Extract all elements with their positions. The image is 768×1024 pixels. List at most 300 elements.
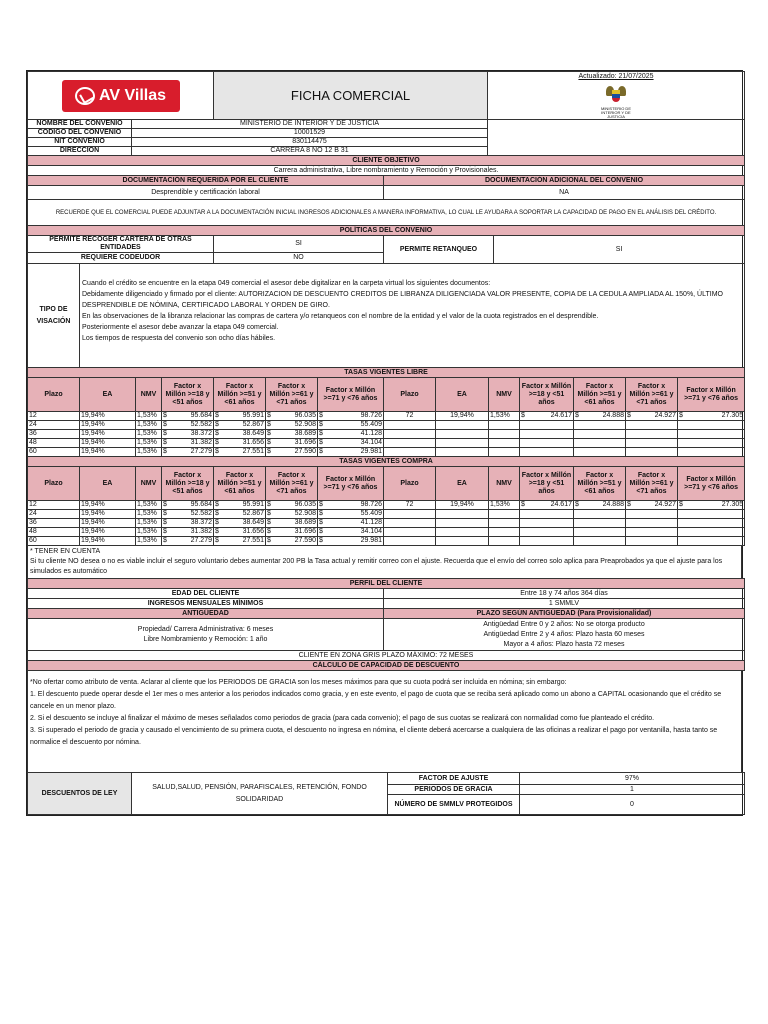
rate-factor-cell <box>318 501 384 510</box>
rate-term-cell: 48 <box>28 528 80 537</box>
col-header: Factor x Millón >=18 y <51 años <box>162 467 214 501</box>
additional-docs-title: DOCUMENTACIÓN ADICIONAL DEL CONVENIO <box>384 176 745 186</box>
col-header: Factor x Millón >=61 y <71 años <box>626 378 678 412</box>
visacion-line: Posteriormente el asesor debe avanzar la etapa 049 comercial. <box>82 324 279 331</box>
factor-label: FACTOR DE AJUSTE <box>388 773 520 785</box>
empty-cell <box>436 519 489 528</box>
col-header: Factor x Millón >=71 y <76 años <box>678 378 745 412</box>
rate-factor-cell <box>318 421 384 430</box>
rate-nmv-cell: 1,53% <box>136 510 162 519</box>
rate-factor-value: 38.689 <box>294 430 316 437</box>
rates-buy-header <box>28 467 745 501</box>
rate-factor-cell <box>574 412 626 421</box>
currency-symbol: $ <box>163 519 167 526</box>
empty-cell <box>384 528 436 537</box>
rate-factor-value: 95.684 <box>190 412 212 419</box>
empty-cell <box>520 528 574 537</box>
currency-symbol: $ <box>627 501 631 508</box>
capacity-text <box>28 671 742 773</box>
empty-cell <box>384 439 436 448</box>
col-header: Factor x Millón >=71 y <76 años <box>318 378 384 412</box>
rate-factor-value: 41.128 <box>360 519 382 526</box>
currency-symbol: $ <box>319 519 323 526</box>
term-line: Antigüedad Entre 2 y 4 años: Plazo hasta 60 meses <box>483 630 645 638</box>
rate-factor-cell <box>214 439 266 448</box>
seal-cell <box>488 72 745 120</box>
logo-cell <box>28 72 214 120</box>
page-title: FICHA COMERCIAL <box>214 72 488 120</box>
deductions-label: DESCUENTOS DE LEY <box>28 773 132 815</box>
rate-nmv-cell: 1,53% <box>136 430 162 439</box>
currency-symbol: $ <box>163 510 167 517</box>
empty-cell <box>626 528 678 537</box>
currency-symbol: $ <box>215 421 219 428</box>
capacity-line: 1. El descuento puede operar desde el 1er mes o mes anterior a los periodos indicados como gracia, y en este evento, el pago de cuota que se reciba será aplicado como un abono a CAPITAL ocasionando que el crédito se cancele en un menor plazo. <box>30 691 722 710</box>
factor-value: 97% <box>520 773 745 785</box>
rate-nmv-cell: 1,53% <box>136 537 162 546</box>
rate-ea-cell: 19,94% <box>80 412 136 421</box>
required-docs-value: Desprendible y certificación laboral <box>28 186 384 200</box>
currency-symbol: $ <box>215 412 219 419</box>
currency-symbol: $ <box>163 421 167 428</box>
empty-cell <box>678 528 745 537</box>
rate-ea-cell: 19,94% <box>436 501 489 510</box>
rate-nmv-cell: 1,53% <box>136 528 162 537</box>
visacion-line: Debidamente diligenciado y firmado por el cliente: AUTORIZACION DE DESCUENTO CREDITOS DE LIBRANZA DILIGENCIADA VALOR PRESENTE, COPIA DE LA CEDULA AMPLIADA AL 150%, ÚLTIMO DESPRENDIBLE DE NÓMINA, CERTIFICADO LABORAL Y ORDEN DE GIRO. <box>82 291 723 309</box>
currency-symbol: $ <box>319 412 323 419</box>
rate-ea-cell: 19,94% <box>436 412 489 421</box>
rate-row <box>28 439 745 448</box>
empty-cell <box>489 519 520 528</box>
empty-cell <box>489 439 520 448</box>
deductions-items: SALUD,SALUD, PENSIÓN, PARAFISCALES, RETENCIÓN, FONDO SOLIDARIDAD <box>132 773 388 815</box>
policies-title: POLÍTICAS DEL CONVENIO <box>28 226 745 236</box>
header-table <box>27 71 745 120</box>
av-villas-check-icon <box>75 87 95 105</box>
grace-value: 1 <box>520 785 745 795</box>
profile-title: PERFIL DEL CLIENTE <box>28 579 745 589</box>
empty-cell <box>626 519 678 528</box>
income-value: 1 SMMLV <box>384 599 745 609</box>
client-target-value: Carrera administrativa, Libre nombramiento y Remoción y Provisionales. <box>28 166 745 176</box>
capacity-line: *No ofertar como atributo de venta. Aclarar al cliente que los PERIODOS DE GRACIA son los meses máximos para que su cuota podrá ser incluida en nómina; sin embargo: <box>30 679 567 686</box>
rate-factor-value: 95.684 <box>190 501 212 508</box>
rate-factor-cell <box>266 528 318 537</box>
currency-symbol: $ <box>267 448 271 455</box>
grace-label: PERIODOS DE GRACIA <box>388 785 520 795</box>
rate-nmv-cell: 1,53% <box>136 501 162 510</box>
visacion-line: En las observaciones de la libranza relacionar las compras de cartera y/o retanqueos con el nombre de la entidad y el valor de la cuota registrados en el desprendible. <box>82 313 599 320</box>
empty-cell <box>678 421 745 430</box>
portfolio-label: PERMITE RECOGER CARTERA DE OTRAS ENTIDADES <box>28 236 214 253</box>
rate-term-cell: 24 <box>28 421 80 430</box>
rate-factor-cell <box>318 519 384 528</box>
rate-row <box>28 528 745 537</box>
col-header: Plazo <box>28 378 80 412</box>
currency-symbol: $ <box>215 430 219 437</box>
rate-term-cell: 12 <box>28 412 80 421</box>
rate-nmv-cell: 1,53% <box>136 448 162 457</box>
rate-factor-value: 96.035 <box>294 412 316 419</box>
empty-cell <box>436 510 489 519</box>
empty-cell <box>436 421 489 430</box>
rate-factor-value: 31.656 <box>242 439 264 446</box>
rate-row <box>28 430 745 439</box>
col-header: Factor x Millón >=51 y <61 años <box>214 378 266 412</box>
rate-factor-value: 52.867 <box>242 510 264 517</box>
rate-factor-cell <box>574 501 626 510</box>
address-label: DIRECCIÓN <box>28 147 132 156</box>
currency-symbol: $ <box>319 537 323 544</box>
empty-cell <box>678 430 745 439</box>
rate-factor-value: 27.551 <box>242 448 264 455</box>
currency-symbol: $ <box>215 510 219 517</box>
visacion-table <box>27 263 745 368</box>
empty-cell <box>678 510 745 519</box>
empty-cell <box>574 510 626 519</box>
rate-factor-value: 24.888 <box>602 412 624 419</box>
av-villas-logo <box>62 80 180 112</box>
currency-symbol: $ <box>575 412 579 419</box>
rate-factor-cell <box>318 412 384 421</box>
rate-factor-value: 95.991 <box>242 501 264 508</box>
rate-factor-value: 27.279 <box>190 537 212 544</box>
rate-factor-value: 55.409 <box>360 421 382 428</box>
col-header: EA <box>80 378 136 412</box>
rate-factor-value: 52.908 <box>294 510 316 517</box>
rate-factor-value: 52.867 <box>242 421 264 428</box>
agreement-code: 10001529 <box>132 129 488 138</box>
rates-buy-body <box>28 501 745 546</box>
currency-symbol: $ <box>267 439 271 446</box>
rate-factor-cell <box>214 510 266 519</box>
col-header: Plazo <box>384 378 436 412</box>
rate-factor-value: 27.590 <box>294 537 316 544</box>
col-header: Factor x Millón >=18 y <51 años <box>520 378 574 412</box>
rate-factor-value: 31.696 <box>294 439 316 446</box>
empty-cell <box>678 519 745 528</box>
rate-factor-cell <box>214 412 266 421</box>
empty-cell <box>574 528 626 537</box>
empty-cell <box>384 519 436 528</box>
notes-text: Si tu cliente NO desea o no es viable incluir el seguro voluntario debes aumentar 200 PB la Tasa actual y remitir correo con el ajuste. Recuerda que el envío del correo solo aplica para Preaprobados ya que el ajuste para los simulados es automático <box>30 558 723 575</box>
empty-cell <box>520 439 574 448</box>
required-docs-title: DOCUMENTACIÓN REQUERIDA POR EL CLIENTE <box>28 176 384 186</box>
rate-ea-cell: 19,94% <box>80 501 136 510</box>
agreement-name-label: NOMBRE DEL CONVENIO <box>28 120 132 129</box>
currency-symbol: $ <box>267 421 271 428</box>
rate-factor-cell <box>678 412 745 421</box>
seniority-label: ANTIGÜEDAD <box>28 609 384 619</box>
rate-nmv-cell: 1,53% <box>136 439 162 448</box>
rate-factor-cell <box>266 430 318 439</box>
currency-symbol: $ <box>319 510 323 517</box>
rate-factor-cell <box>214 519 266 528</box>
currency-symbol: $ <box>521 412 525 419</box>
col-header: Factor x Millón >=51 y <61 años <box>214 467 266 501</box>
seniority-values <box>28 619 384 651</box>
rate-factor-value: 29.981 <box>360 448 382 455</box>
empty-cell <box>574 430 626 439</box>
client-target-title: CLIENTE OBJETIVO <box>28 156 745 166</box>
rate-factor-value: 52.908 <box>294 421 316 428</box>
notes-table <box>27 545 742 579</box>
rate-factor-value: 38.649 <box>242 430 264 437</box>
currency-symbol: $ <box>163 501 167 508</box>
col-header: Factor x Millón >=51 y <61 años <box>574 467 626 501</box>
currency-symbol: $ <box>627 412 631 419</box>
rate-term-cell: 48 <box>28 439 80 448</box>
col-header: Factor x Millón >=61 y <71 años <box>626 467 678 501</box>
empty-cell <box>436 528 489 537</box>
visacion-line: Los tiempos de respuesta del convenio son ocho días hábiles. <box>82 335 276 342</box>
empty-cell <box>626 430 678 439</box>
col-header: Factor x Millón >=71 y <76 años <box>318 467 384 501</box>
currency-symbol: $ <box>267 412 271 419</box>
rate-factor-cell <box>162 519 214 528</box>
empty-cell <box>574 519 626 528</box>
gray-zone-text: CLIENTE EN ZONA GRIS PLAZO MÁXIMO: 72 MESES <box>28 651 745 661</box>
rate-factor-value: 27.305 <box>721 501 744 508</box>
currency-symbol: $ <box>163 412 167 419</box>
rates-free-title: TASAS VIGENTES LIBRE <box>28 368 745 378</box>
col-header: NMV <box>489 467 520 501</box>
currency-symbol: $ <box>267 501 271 508</box>
rate-factor-value: 31.656 <box>242 528 264 535</box>
notes-title: * TENER EN CUENTA <box>30 548 101 555</box>
rate-nmv-cell: 1,53% <box>136 519 162 528</box>
empty-cell <box>384 421 436 430</box>
smmlv-label: NÚMERO DE SMMLV PROTEGIDOS <box>388 795 520 815</box>
rate-ea-cell: 19,94% <box>80 421 136 430</box>
codebtor-label: REQUIERE CODEUDOR <box>28 253 214 264</box>
rate-factor-cell <box>266 412 318 421</box>
rate-term-cell: 36 <box>28 519 80 528</box>
rate-factor-cell <box>162 439 214 448</box>
capacity-title: CÁLCULO DE CAPACIDAD DE DESCUENTO <box>28 661 745 671</box>
empty-cell <box>489 421 520 430</box>
term-line: Antigüedad Entre 0 y 2 años: No se otorga producto <box>483 620 645 628</box>
rate-factor-value: 34.104 <box>360 528 382 535</box>
rate-term-cell: 60 <box>28 448 80 457</box>
capacity-line: 2. Si el descuento se incluye al finalizar el máximo de meses señalados como periodos de gracia (para cada convenio); el pago de sus cuotas se realizará con normalidad como fue planteado el crédito. <box>30 715 655 722</box>
rate-ea-cell: 19,94% <box>80 448 136 457</box>
currency-symbol: $ <box>163 537 167 544</box>
rates-free-body <box>28 412 745 457</box>
nit-label: NIT CONVENIO <box>28 138 132 147</box>
rate-factor-value: 27.551 <box>242 537 264 544</box>
client-docs-table <box>27 155 745 236</box>
rate-factor-value: 24.617 <box>550 412 572 419</box>
rate-term-cell: 60 <box>28 537 80 546</box>
rate-factor-value: 38.372 <box>190 430 212 437</box>
visacion-line: Cuando el crédito se encuentre en la etapa 049 comercial el asesor debe digitalizar en la carpeta virtual los siguientes documentos: <box>82 280 491 287</box>
rate-factor-value: 55.409 <box>360 510 382 517</box>
empty-cell <box>626 439 678 448</box>
currency-symbol: $ <box>319 421 323 428</box>
brand-name: AV Villas <box>99 86 166 104</box>
rate-factor-value: 31.696 <box>294 528 316 535</box>
col-header: Plazo <box>384 467 436 501</box>
col-header: Factor x Millón >=51 y <61 años <box>574 378 626 412</box>
rate-nmv-cell: 1,53% <box>136 412 162 421</box>
rates-buy-title: TASAS VIGENTES COMPRA <box>28 457 745 467</box>
empty-cell <box>489 430 520 439</box>
rate-row <box>28 412 745 421</box>
notes-cell <box>28 546 742 579</box>
rate-factor-cell <box>626 412 678 421</box>
empty-cell <box>436 430 489 439</box>
capacity-table <box>27 670 742 773</box>
rate-factor-cell <box>162 412 214 421</box>
rate-factor-value: 34.104 <box>360 439 382 446</box>
rate-ea-cell: 19,94% <box>80 430 136 439</box>
rate-factor-value: 38.649 <box>242 519 264 526</box>
currency-symbol: $ <box>215 519 219 526</box>
rate-factor-value: 24.888 <box>602 501 624 508</box>
rate-factor-cell <box>626 501 678 510</box>
rate-factor-cell <box>214 501 266 510</box>
rate-ea-cell: 19,94% <box>80 537 136 546</box>
rate-factor-value: 38.689 <box>294 519 316 526</box>
agreement-table <box>27 119 745 156</box>
rate-factor-value: 27.305 <box>721 412 744 419</box>
currency-symbol: $ <box>163 430 167 437</box>
currency-symbol: $ <box>575 501 579 508</box>
rate-factor-value: 24.927 <box>654 412 676 419</box>
rate-row <box>28 510 745 519</box>
additional-docs-value: NA <box>384 186 745 200</box>
rate-ea-cell: 19,94% <box>80 439 136 448</box>
col-header: NMV <box>136 467 162 501</box>
col-header: NMV <box>489 378 520 412</box>
rate-factor-value: 27.590 <box>294 448 316 455</box>
rate-ea-cell: 19,94% <box>80 519 136 528</box>
currency-symbol: $ <box>679 412 683 419</box>
visacion-label: TIPO DE VISACIÓN <box>28 264 80 368</box>
empty-cell <box>520 421 574 430</box>
rate-factor-value: 98.726 <box>360 501 382 508</box>
rate-factor-value: 24.617 <box>550 501 572 508</box>
rate-factor-value: 38.372 <box>190 519 212 526</box>
rate-factor-value: 31.382 <box>190 528 212 535</box>
rate-term-cell: 24 <box>28 510 80 519</box>
age-value: Entre 18 y 74 años 364 días <box>384 589 745 599</box>
col-header: Factor x Millón >=18 y <51 años <box>520 467 574 501</box>
updated-date: Actualizado: 21/07/2025 <box>578 73 654 80</box>
rate-row <box>28 421 745 430</box>
policies-table <box>27 235 745 264</box>
col-header: Factor x Millón >=71 y <76 años <box>678 467 745 501</box>
age-label: EDAD DEL CLIENTE <box>28 589 384 599</box>
rate-factor-cell <box>266 439 318 448</box>
rate-term-cell: 36 <box>28 430 80 439</box>
currency-symbol: $ <box>319 430 323 437</box>
retanqueo-label: PERMITE RETANQUEO <box>384 236 494 264</box>
reminder-text: RECUERDE QUE EL COMERCIAL PUEDE ADJUNTAR A LA DOCUMENTACIÓN INICIAL INGRESOS ADICIONALES A MANERA INFORMATIVA, LO CUAL LE AYUDARA A SOPORTAR LA CAPACIDAD DE PAGO EN EL ANÁLISIS DEL CRÉDITO. <box>28 200 745 226</box>
rate-factor-cell <box>162 501 214 510</box>
empty-cell <box>520 430 574 439</box>
currency-symbol: $ <box>215 439 219 446</box>
rate-factor-value: 29.981 <box>360 537 382 544</box>
currency-symbol: $ <box>267 430 271 437</box>
agreement-name: MINISTERIO DE INTERIOR Y DE JUSTICIA <box>132 120 488 129</box>
rate-factor-cell <box>318 510 384 519</box>
rate-factor-cell <box>214 528 266 537</box>
currency-symbol: $ <box>215 537 219 544</box>
rate-factor-cell <box>162 510 214 519</box>
currency-symbol: $ <box>163 439 167 446</box>
rate-factor-value: 96.035 <box>294 501 316 508</box>
rate-factor-cell <box>318 430 384 439</box>
empty-cell <box>678 439 745 448</box>
deductions-table <box>27 772 745 815</box>
rate-factor-cell <box>266 501 318 510</box>
currency-symbol: $ <box>319 501 323 508</box>
term-values <box>384 619 745 651</box>
currency-symbol: $ <box>163 528 167 535</box>
rate-nmv-cell: 1,53% <box>489 501 520 510</box>
seniority-line: Libre Nombramiento y Remoción: 1 año <box>143 635 268 643</box>
currency-symbol: $ <box>319 528 323 535</box>
currency-symbol: $ <box>679 501 683 508</box>
empty-cell <box>626 510 678 519</box>
rate-row <box>28 519 745 528</box>
rate-factor-value: 52.582 <box>190 510 212 517</box>
currency-symbol: $ <box>319 439 323 446</box>
commercial-sheet <box>26 70 743 816</box>
rate-factor-cell <box>520 412 574 421</box>
currency-symbol: $ <box>215 448 219 455</box>
currency-symbol: $ <box>267 519 271 526</box>
profile-table <box>27 578 745 671</box>
currency-symbol: $ <box>521 501 525 508</box>
currency-symbol: $ <box>215 501 219 508</box>
rate-factor-value: 31.382 <box>190 439 212 446</box>
rate-nmv-cell: 1,53% <box>489 412 520 421</box>
nit-value: 830114475 <box>132 138 488 147</box>
col-header: Factor x Millón >=61 y <71 años <box>266 467 318 501</box>
rates-free-header <box>28 378 745 412</box>
currency-symbol: $ <box>267 528 271 535</box>
rate-factor-cell <box>162 430 214 439</box>
rate-factor-cell <box>266 519 318 528</box>
rate-factor-value: 52.582 <box>190 421 212 428</box>
col-header: EA <box>436 378 489 412</box>
rate-nmv-cell: 1,53% <box>136 421 162 430</box>
term-line: Mayor a 4 años: Plazo hasta 72 meses <box>503 640 625 648</box>
rate-factor-cell <box>266 510 318 519</box>
rate-factor-value: 24.927 <box>654 501 676 508</box>
rate-factor-cell <box>266 421 318 430</box>
currency-symbol: $ <box>267 537 271 544</box>
rate-factor-cell <box>678 501 745 510</box>
rate-factor-cell <box>520 501 574 510</box>
rate-factor-value: 41.128 <box>360 430 382 437</box>
col-header: Factor x Millón >=18 y <51 años <box>162 378 214 412</box>
rate-ea-cell: 19,94% <box>80 528 136 537</box>
ministry-seal-text: MINISTERIO DE INTERIOR Y DE JUSTICIA <box>600 106 631 119</box>
col-header: EA <box>436 467 489 501</box>
income-label: INGRESOS MENSUALES MÍNIMOS <box>28 599 384 609</box>
smmlv-value: 0 <box>520 795 745 815</box>
rate-term-cell: 72 <box>384 412 436 421</box>
empty-cell <box>520 519 574 528</box>
empty-cell <box>520 510 574 519</box>
rate-factor-value: 27.279 <box>190 448 212 455</box>
seniority-line: Propiedad/ Carrera Administrativa: 6 meses <box>137 625 274 633</box>
retanqueo-value: SI <box>494 236 745 264</box>
